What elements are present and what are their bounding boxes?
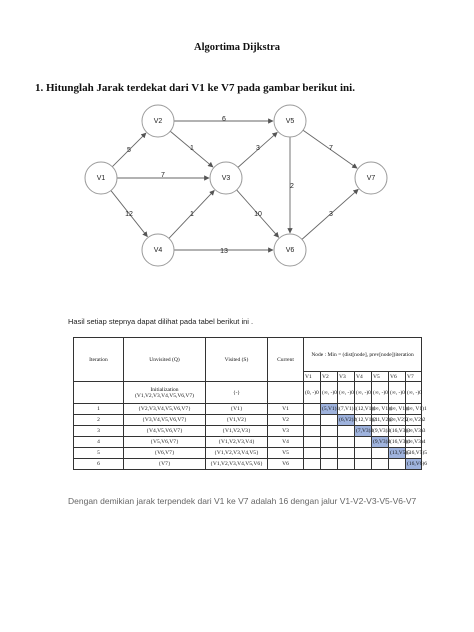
cell-node-3 [338,459,355,470]
cell-node-5: (∞, -)0 [372,382,389,404]
cell-iteration: 4 [74,437,124,448]
node-v5 [274,105,306,137]
header-current: Current [268,338,304,382]
edge-weight-v5-v7: 7 [329,144,333,152]
edge-weight-v4-v3: 1 [190,210,194,218]
table-row-init [74,382,422,404]
cell-iteration: 1 [74,404,124,415]
edge-weight-v1-v3: 7 [161,171,165,179]
cell-visited: {V1,V2,V3,V4} [206,437,268,448]
header-visited: Visited (S) [206,338,268,382]
document-title: Algortima Dijkstra [193,42,281,53]
cell-node-6: (16,V3)3 [389,426,406,437]
edge-weight-v3-v5: 3 [256,144,260,152]
cell-iteration: 3 [74,426,124,437]
edge-weight-v1-v4: 12 [125,210,133,218]
cell-node-5: (∞, V1)1 [372,404,389,415]
cell-node-1: (0, -)0 [304,382,321,404]
cell-node-7: (∞,V3)3 [406,426,422,437]
cell-node-1 [304,415,321,426]
cell-iteration [74,382,124,404]
edge-weight-v6-v7: 3 [329,210,333,218]
node-label: V2 [153,117,163,125]
cell-node-3 [338,437,355,448]
cell-node-2: (5,V1)1 [321,404,338,415]
node-v1 [85,162,117,194]
cell-node-4: (12,V1)2 [355,415,372,426]
cell-node-5: (9,V3)4 [372,437,389,448]
header-node-v7: V7 [406,372,422,382]
cell-unvisited: {V7} [124,459,206,470]
cell-current: V2 [268,415,304,426]
cell-node-3 [338,426,355,437]
cell-unvisited: {V2,V3,V4,V5,V6,V7} [124,404,206,415]
cell-iteration: 5 [74,448,124,459]
cell-node-7: (∞, V1)1 [406,404,422,415]
node-label: V3 [221,174,231,182]
node-v7 [355,162,387,194]
cell-node-6: (∞, V1)1 [389,404,406,415]
table-caption: Hasil setiap stepnya dapat dilihat pada tabel berikut ini . [68,317,254,326]
cell-node-7: (∞,V2)2 [406,415,422,426]
cell-node-2 [321,448,338,459]
cell-node-4 [355,459,372,470]
node-label: V6 [285,246,295,254]
table-row [74,426,422,437]
edge-weight-v4-v6: 13 [220,247,228,255]
cell-node-7: (∞,V3)4 [406,437,422,448]
cell-visited: {V1} [206,404,268,415]
node-label: V1 [96,174,106,182]
header-node-v2: V2 [321,372,338,382]
cell-node-1 [304,437,321,448]
graph-diagram [0,0,474,300]
node-v3 [210,162,242,194]
cell-node-7: (∞, -)0 [406,382,422,404]
cell-node-5 [372,459,389,470]
cell-node-5: (9,V3)3 [372,426,389,437]
node-label: V5 [285,117,295,125]
edge-weight-v2-v3: 1 [190,144,194,152]
cell-visited: {V1,V2,V3} [206,426,268,437]
edge-weight-v3-v6: 10 [254,210,262,218]
cell-node-3 [338,448,355,459]
cell-current: V6 [268,459,304,470]
cell-unvisited: Initialization (V1,V2,V3,V4,V5,V6,V7) [124,382,206,404]
table-row [74,404,422,415]
cell-current: V5 [268,448,304,459]
node-label: V7 [366,174,376,182]
node-v2 [142,105,174,137]
cell-node-4 [355,448,372,459]
node-v6 [274,234,306,266]
cell-visited: {V1,V2,V3,V4,V5,V6} [206,459,268,470]
cell-node-3: (6,V2)2 [338,415,355,426]
cell-node-6: (13,V5)5 [389,448,406,459]
cell-node-7: (16,V6)6 [406,459,422,470]
cell-node-1 [304,404,321,415]
cell-unvisited: {V5,V6,V7} [124,437,206,448]
cell-node-6: (∞,V2)2 [389,415,406,426]
node-v4 [142,234,174,266]
header-iteration: Iteration [74,338,124,382]
cell-node-2: (∞, -)0 [321,382,338,404]
table-row [74,448,422,459]
cell-node-4: (12,V1)1 [355,404,372,415]
cell-node-2 [321,415,338,426]
cell-node-1 [304,448,321,459]
cell-node-2 [321,459,338,470]
cell-iteration: 6 [74,459,124,470]
table-row [74,415,422,426]
cell-iteration: 2 [74,415,124,426]
cell-current: V3 [268,426,304,437]
cell-unvisited: {V4,V5,V6,V7} [124,426,206,437]
cell-visited: {V1,V2,V3,V4,V5} [206,448,268,459]
cell-unvisited: {V6,V7} [124,448,206,459]
node-label: V4 [153,246,163,254]
header-node-group: Node : Min = (dist[node], prev[node])iteration [304,338,422,372]
cell-node-3: (∞, -)0 [338,382,355,404]
header-unvisited: Unvisited (Q) [124,338,206,382]
cell-node-6: (∞, -)0 [389,382,406,404]
table-row [74,459,422,470]
dijkstra-table [73,337,428,470]
cell-node-5: (11,V2)2 [372,415,389,426]
cell-current [268,382,304,404]
header-node-v5: V5 [372,372,389,382]
cell-current: V4 [268,437,304,448]
cell-node-6 [389,459,406,470]
cell-node-4: (7,V3)3 [355,426,372,437]
header-node-v6: V6 [389,372,406,382]
cell-node-4: (∞, -)0 [355,382,372,404]
cell-visited: {V1,V2} [206,415,268,426]
cell-node-4 [355,437,372,448]
cell-node-5 [372,448,389,459]
edge-weight-v1-v2: 5 [127,146,131,154]
edge-weight-v5-v6: 2 [290,182,294,190]
cell-current: V1 [268,404,304,415]
cell-node-7: (16,V5)5 [406,448,422,459]
edge-weight-v2-v5: 6 [222,115,226,123]
header-node-v4: V4 [355,372,372,382]
cell-visited: {-} [206,382,268,404]
cell-node-2 [321,426,338,437]
cell-node-1 [304,459,321,470]
header-node-v3: V3 [338,372,355,382]
cell-node-1 [304,426,321,437]
cell-node-3: (7,V1)1 [338,404,355,415]
question-text: 1. Hitunglah Jarak terdekat dari V1 ke V7 pada gambar berikut ini. [35,82,355,94]
header-node-v1: V1 [304,372,321,382]
table-row [74,437,422,448]
cell-node-6: (16,V3)4 [389,437,406,448]
conclusion-text: Dengan demikian jarak terpendek dari V1 ke V7 adalah 16 dengan jalur V1-V2-V3-V5-V6-V7 [68,496,417,506]
cell-unvisited: {V3,V4,V5,V6,V7} [124,415,206,426]
cell-node-2 [321,437,338,448]
